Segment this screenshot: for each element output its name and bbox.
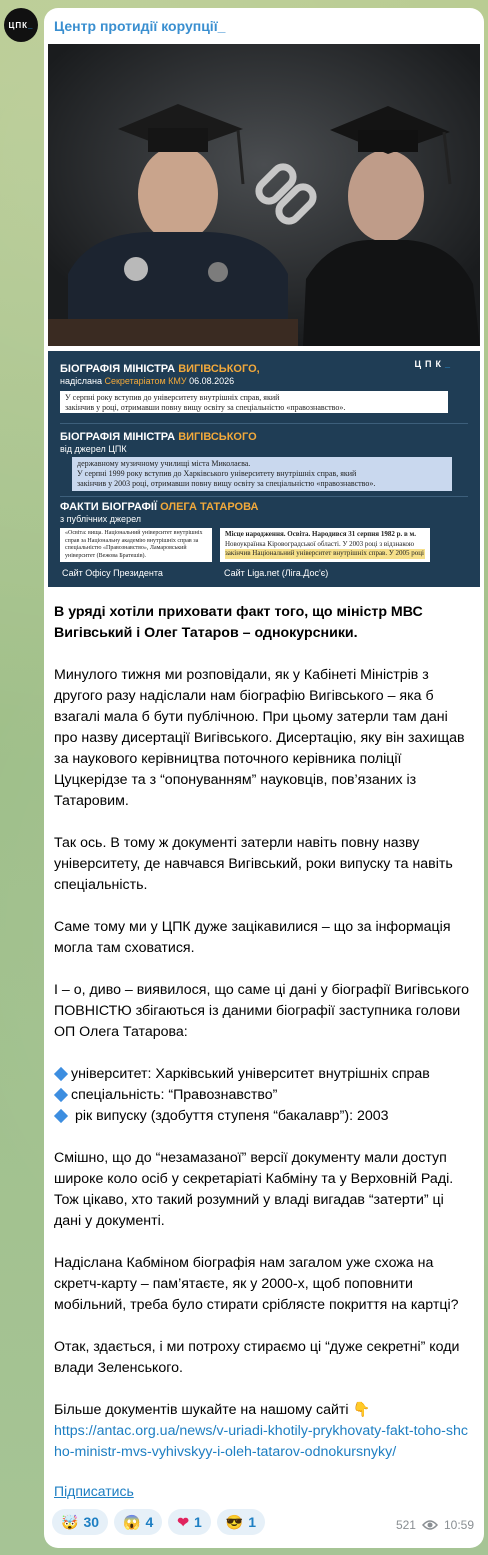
post-paragraph: Смішно, що до “незамазаної” версії документу мали доступ широке коло осіб у секретаріаті Кабміну та у Верховній Раді. Тож цікаво, хто такий розумний у владі вигадав “затерти” ці дані у документі.	[54, 1150, 454, 1229]
avatar-text: ЦПК	[8, 20, 29, 30]
reaction-count: 4	[145, 1514, 154, 1530]
list-item: університет: Харківський університет внутрішніх справ	[54, 1066, 430, 1082]
source-left: Сайт Офісу Президента	[62, 568, 163, 578]
blue-diamond-icon	[54, 1109, 68, 1123]
message-meta	[396, 1518, 474, 1532]
section3-title: ФАКТИ БІОГРАФІЇ ОЛЕГА ТАТАРОВА	[60, 501, 259, 513]
post-list	[54, 1064, 474, 1127]
channel-name[interactable]: Центр протидії корупції_	[54, 18, 226, 34]
article-link[interactable]: https://antac.org.ua/news/v-uriadi-khotily-prykhovaty-fakt-toho-shcho-ministr-mvs-vyhivskyy-i-oleh-tatarov-odnokursnyky/	[54, 1423, 468, 1460]
section1-title: БІОГРАФІЯ МІНІСТРА ВИГІВСЬКОГО,	[60, 363, 260, 375]
photo-illustration	[48, 44, 480, 346]
post-paragraph: Більше документів шукайте на нашому сайті 👇 https://antac.org.ua/news/v-uriadi-khotily-prykhovaty-fakt-toho-shcho-ministr-mvs-vyhivskyy-i-oleh-tatarov-odnokursnyky/	[54, 1402, 468, 1460]
exploding-head-emoji-icon: 🤯	[61, 1513, 79, 1530]
post-paragraph: Надіслана Кабміном біографія нам загалом уже схожа на скретч-карту – пам’ятаєте, як у 2000-х, щоб поповнити мобільний, треба було стирати сріблясте покриття на картці?	[54, 1255, 459, 1313]
post-photo[interactable]	[48, 44, 480, 346]
section2-doc: державному музичному училищі міста Миколаєва. У серпні 1999 року вступив до Харківського університету внутрішніх справ, який закінчив у 2003 році, отримавши повну вищу освіту за спеціальністю «правознавство».	[72, 457, 452, 491]
message-bubble	[44, 8, 484, 1548]
post-paragraph: І – о, диво – виявилося, що саме ці дані у біографії Вигівського ПОВНІСТЮ збігаються із даними біографії заступника голови ОП Олега Татарова:	[54, 982, 470, 1040]
sunglasses-emoji-icon: 😎	[225, 1513, 244, 1530]
reaction-screaming-face[interactable]	[114, 1509, 162, 1535]
blue-diamond-icon	[54, 1067, 68, 1081]
list-item: рік випуску (здобуття ступеня “бакалавр”): 2003	[54, 1108, 389, 1124]
reaction-count: 1	[193, 1514, 202, 1530]
screaming-face-emoji-icon: 😱	[123, 1513, 141, 1530]
channel-avatar[interactable]: ЦПК _	[4, 8, 38, 42]
post-paragraph: Саме тому ми у ЦПК дуже зацікавилися – що за інформація могла там сховатися.	[54, 919, 451, 956]
reaction-count: 1	[248, 1514, 257, 1530]
divider	[60, 423, 468, 424]
infographic-logo: ЦПК_	[414, 359, 450, 369]
heart-emoji-icon: ❤	[177, 1513, 189, 1530]
reaction-exploding-head[interactable]	[52, 1509, 108, 1535]
subscribe-link[interactable]: Підписатись	[54, 1483, 134, 1499]
section2-title: БІОГРАФІЯ МІНІСТРА ВИГІВСЬКОГО	[60, 431, 257, 443]
reactions-bar	[52, 1509, 265, 1535]
infographic-image[interactable]	[48, 351, 480, 587]
post-paragraph: Минулого тижня ми розповідали, як у Кабінеті Міністрів з другого разу надіслали нам біографію Вигівського – яка б взагалі мала б бути публічною. При цьому затерли там дані про назву дисертації Вигівського. Дисертацію, яку він захищав за наукового керівництва поточного керівника поліції Цуцкерідзе та з “опонуванням” науковців, пов’язаних із Татаровим.	[54, 667, 465, 809]
post-text	[54, 602, 474, 1484]
reaction-sunglasses[interactable]	[217, 1509, 265, 1535]
list-item: спеціальність: “Правознавство”	[54, 1087, 277, 1103]
section3-doc-right: Місце народження. Освіта. Народився 31 серпня 1982 р. в м. Новоукраїнка Кіровоградської області. У 2003 році з відзнакою закінчив Національний університет внутрішніх справ. У 2005 році	[220, 528, 430, 562]
section1-subtitle: надіслана Секретаріатом КМУ 06.08.2026	[60, 376, 235, 386]
section2-subtitle: від джерел ЦПК	[60, 444, 127, 454]
reaction-count: 30	[83, 1514, 100, 1530]
blue-diamond-icon	[54, 1088, 68, 1102]
post-paragraph: Отак, здається, і ми потроху стираємо ці “дуже секретні” коди влади Зеленського.	[54, 1339, 460, 1376]
view-count: 521	[395, 1518, 416, 1532]
reaction-heart[interactable]	[168, 1509, 211, 1535]
section3-subtitle: з публічних джерел	[60, 514, 142, 524]
source-right: Сайт Liga.net (Ліга.Дос'є)	[224, 568, 329, 578]
eye-icon	[422, 1519, 438, 1531]
divider	[60, 496, 468, 497]
post-paragraph: Так ось. В тому ж документі затерли навіть повну назву університету, де навчався Вигівський, роки випуску та навіть спеціальність.	[54, 835, 453, 893]
post-headline: В уряді хотіли приховати факт того, що міністр МВС Вигівський і Олег Татаров – однокурсники.	[54, 604, 423, 641]
section3-doc-left: «Освіта: вища. Національний університет внутрішніх справ за Національну академію внутрішніх справ за спеціальністю «Правознавство», Ламаровський університет (Вежова Братешів).	[60, 528, 212, 562]
message-time: 10:59	[443, 1518, 474, 1532]
section1-doc: У серпні року вступив до університету внутрішніх справ, який закінчив у році, отримавши повну вищу освіту за спеціальністю «правознавство».	[60, 391, 448, 413]
